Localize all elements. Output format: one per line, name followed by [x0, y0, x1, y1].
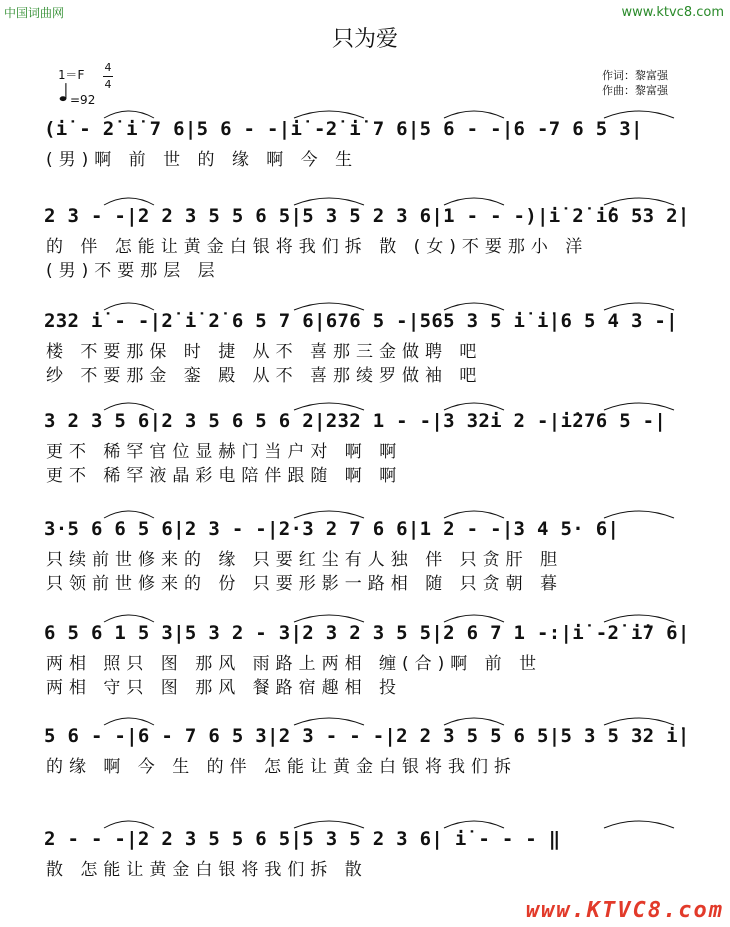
slur-arc: [604, 821, 674, 828]
slur-arc: [104, 718, 154, 725]
notation-line: [44, 410, 694, 440]
slur-arc: [104, 403, 154, 410]
slur-arc: [604, 303, 674, 310]
slur-arc: [294, 303, 364, 310]
jianpu-notes: 3 2 3 5 6|2 3 5 6 5 6 2|232 1 - -|3 32i 2 -|i̇276 5 -|: [44, 410, 667, 432]
time-top: 4: [104, 61, 112, 74]
slur-arc: [444, 511, 504, 518]
lyric-line: 只续前世修来的 缘 只要红尘有人独 伴 只贪肝 胆: [46, 550, 564, 570]
slur-arc: [104, 198, 154, 205]
site-url: www.ktvc8.com: [621, 5, 724, 20]
jianpu-notes: 232 i̇ - -|2̇ i̇ 2̇ 6 5 7 6|676 5 -|565 3 5 i̇ i̇|6 5 4 3 -|: [44, 310, 678, 332]
slur-arc: [444, 615, 504, 622]
slur-arc: [604, 111, 674, 118]
notation-line: [44, 118, 694, 148]
key-signature: 1＝F: [58, 68, 85, 82]
slur-arc: [104, 511, 154, 518]
slur-arc: [104, 821, 154, 828]
slur-arc: [294, 615, 364, 622]
jianpu-notes: 6 5 6 1 5 3|5 3 2 - 3|2 3 2 3 5 5|2 6 7 1 -:|i̇ -2̇ i̇7 6|: [44, 622, 690, 644]
jianpu-notes: 2 3 - -|2 2 3 5 5 6 5|5 3 5 2 3 6|1 - - -)|i̇ 2̇ i̇6 53 2̇|: [44, 205, 690, 227]
slur-arc: [104, 303, 154, 310]
lyric-line: 更不 稀罕液晶彩电陪伴跟随 啊 啊: [46, 466, 403, 486]
slur-arc: [444, 403, 504, 410]
slur-arc: [294, 511, 364, 518]
lyric-line: (男)啊 前 世 的 缘 啊 今 生: [46, 150, 359, 170]
lyricist-credit: 作词：黎富强: [602, 69, 668, 82]
slur-arc: [444, 821, 504, 828]
slur-arc: [604, 403, 674, 410]
time-signature: [103, 60, 113, 93]
lyric-line: 散 怎能让黄金白银将我们拆 散: [46, 860, 368, 880]
song-title: 只为爱: [331, 27, 398, 52]
lyric-line: (男)不要那层 层: [46, 261, 221, 281]
jianpu-notes: 3·5 6 6 5 6|2 3 - -|2·3 2 7 6 6|1 2 - -|3 4 5· 6|: [44, 518, 620, 540]
jianpu-notes: (i̇ - 2̇ i̇ 7 6|5 6 - -|i̇ -2̇ i̇ 7 6|5 6 - -|6 -7 6 5 3|: [44, 118, 643, 140]
slur-arc: [444, 718, 504, 725]
notation-line: [44, 205, 694, 235]
slur-arc: [294, 821, 364, 828]
notation-line: [44, 828, 694, 858]
slur-arc: [604, 511, 674, 518]
slur-arc: [294, 403, 364, 410]
lyric-line: 只领前世修来的 份 只要形影一路相 随 只贪朝 暮: [46, 574, 564, 594]
lyric-line: 两相 守只 图 那风 餐路宿趣相 投: [46, 678, 403, 698]
slur-arc: [444, 198, 504, 205]
site-logo-text: 中国词曲网: [4, 6, 65, 20]
composer-credit: 作曲：黎富强: [602, 84, 668, 97]
lyric-line: 两相 照只 图 那风 雨路上两相 缠(合)啊 前 世: [46, 654, 543, 674]
slur-arc: [104, 111, 154, 118]
time-bottom: 4: [104, 78, 112, 91]
slur-arc: [294, 198, 364, 205]
lyric-line: 楼 不要那保 时 捷 从不 喜那三金做聘 吧: [46, 342, 483, 362]
lyric-line: 的 伴 怎能让黄金白银将我们拆 散 (女)不要那小 洋: [46, 237, 589, 257]
lyric-line: 更不 稀罕官位显赫门当户对 啊 啊: [46, 442, 403, 462]
slur-arc: [294, 718, 364, 725]
tempo-marking: =92: [70, 93, 96, 107]
slur-arc: [444, 111, 504, 118]
slur-arc: [104, 615, 154, 622]
quarter-note-icon: [58, 82, 68, 102]
lyric-line: 纱 不要那金 銮 殿 从不 喜那绫罗做袖 吧: [46, 366, 483, 386]
jianpu-notes: 2 - - -|2 2 3 5 5 6 5|5 3 5 2 3 6| i̇ - - - ‖: [44, 828, 561, 850]
slur-arc: [444, 303, 504, 310]
notation-line: [44, 725, 694, 755]
jianpu-notes: 5 6 - -|6 - 7 6 5 3|2 3 - - -|2 2 3 5 5 6 5|5 3 5 32 i̇|: [44, 725, 690, 747]
slur-arc: [604, 615, 674, 622]
notation-line: [44, 518, 694, 548]
slur-arc: [294, 111, 364, 118]
slur-arc: [604, 198, 674, 205]
notation-line: [44, 310, 694, 340]
lyric-line: 的缘 啊 今 生 的伴 怎能让黄金白银将我们拆: [46, 757, 518, 777]
footer-watermark: www.KTVC8.com: [525, 898, 724, 923]
slur-arc: [604, 718, 674, 725]
notation-line: [44, 622, 694, 652]
